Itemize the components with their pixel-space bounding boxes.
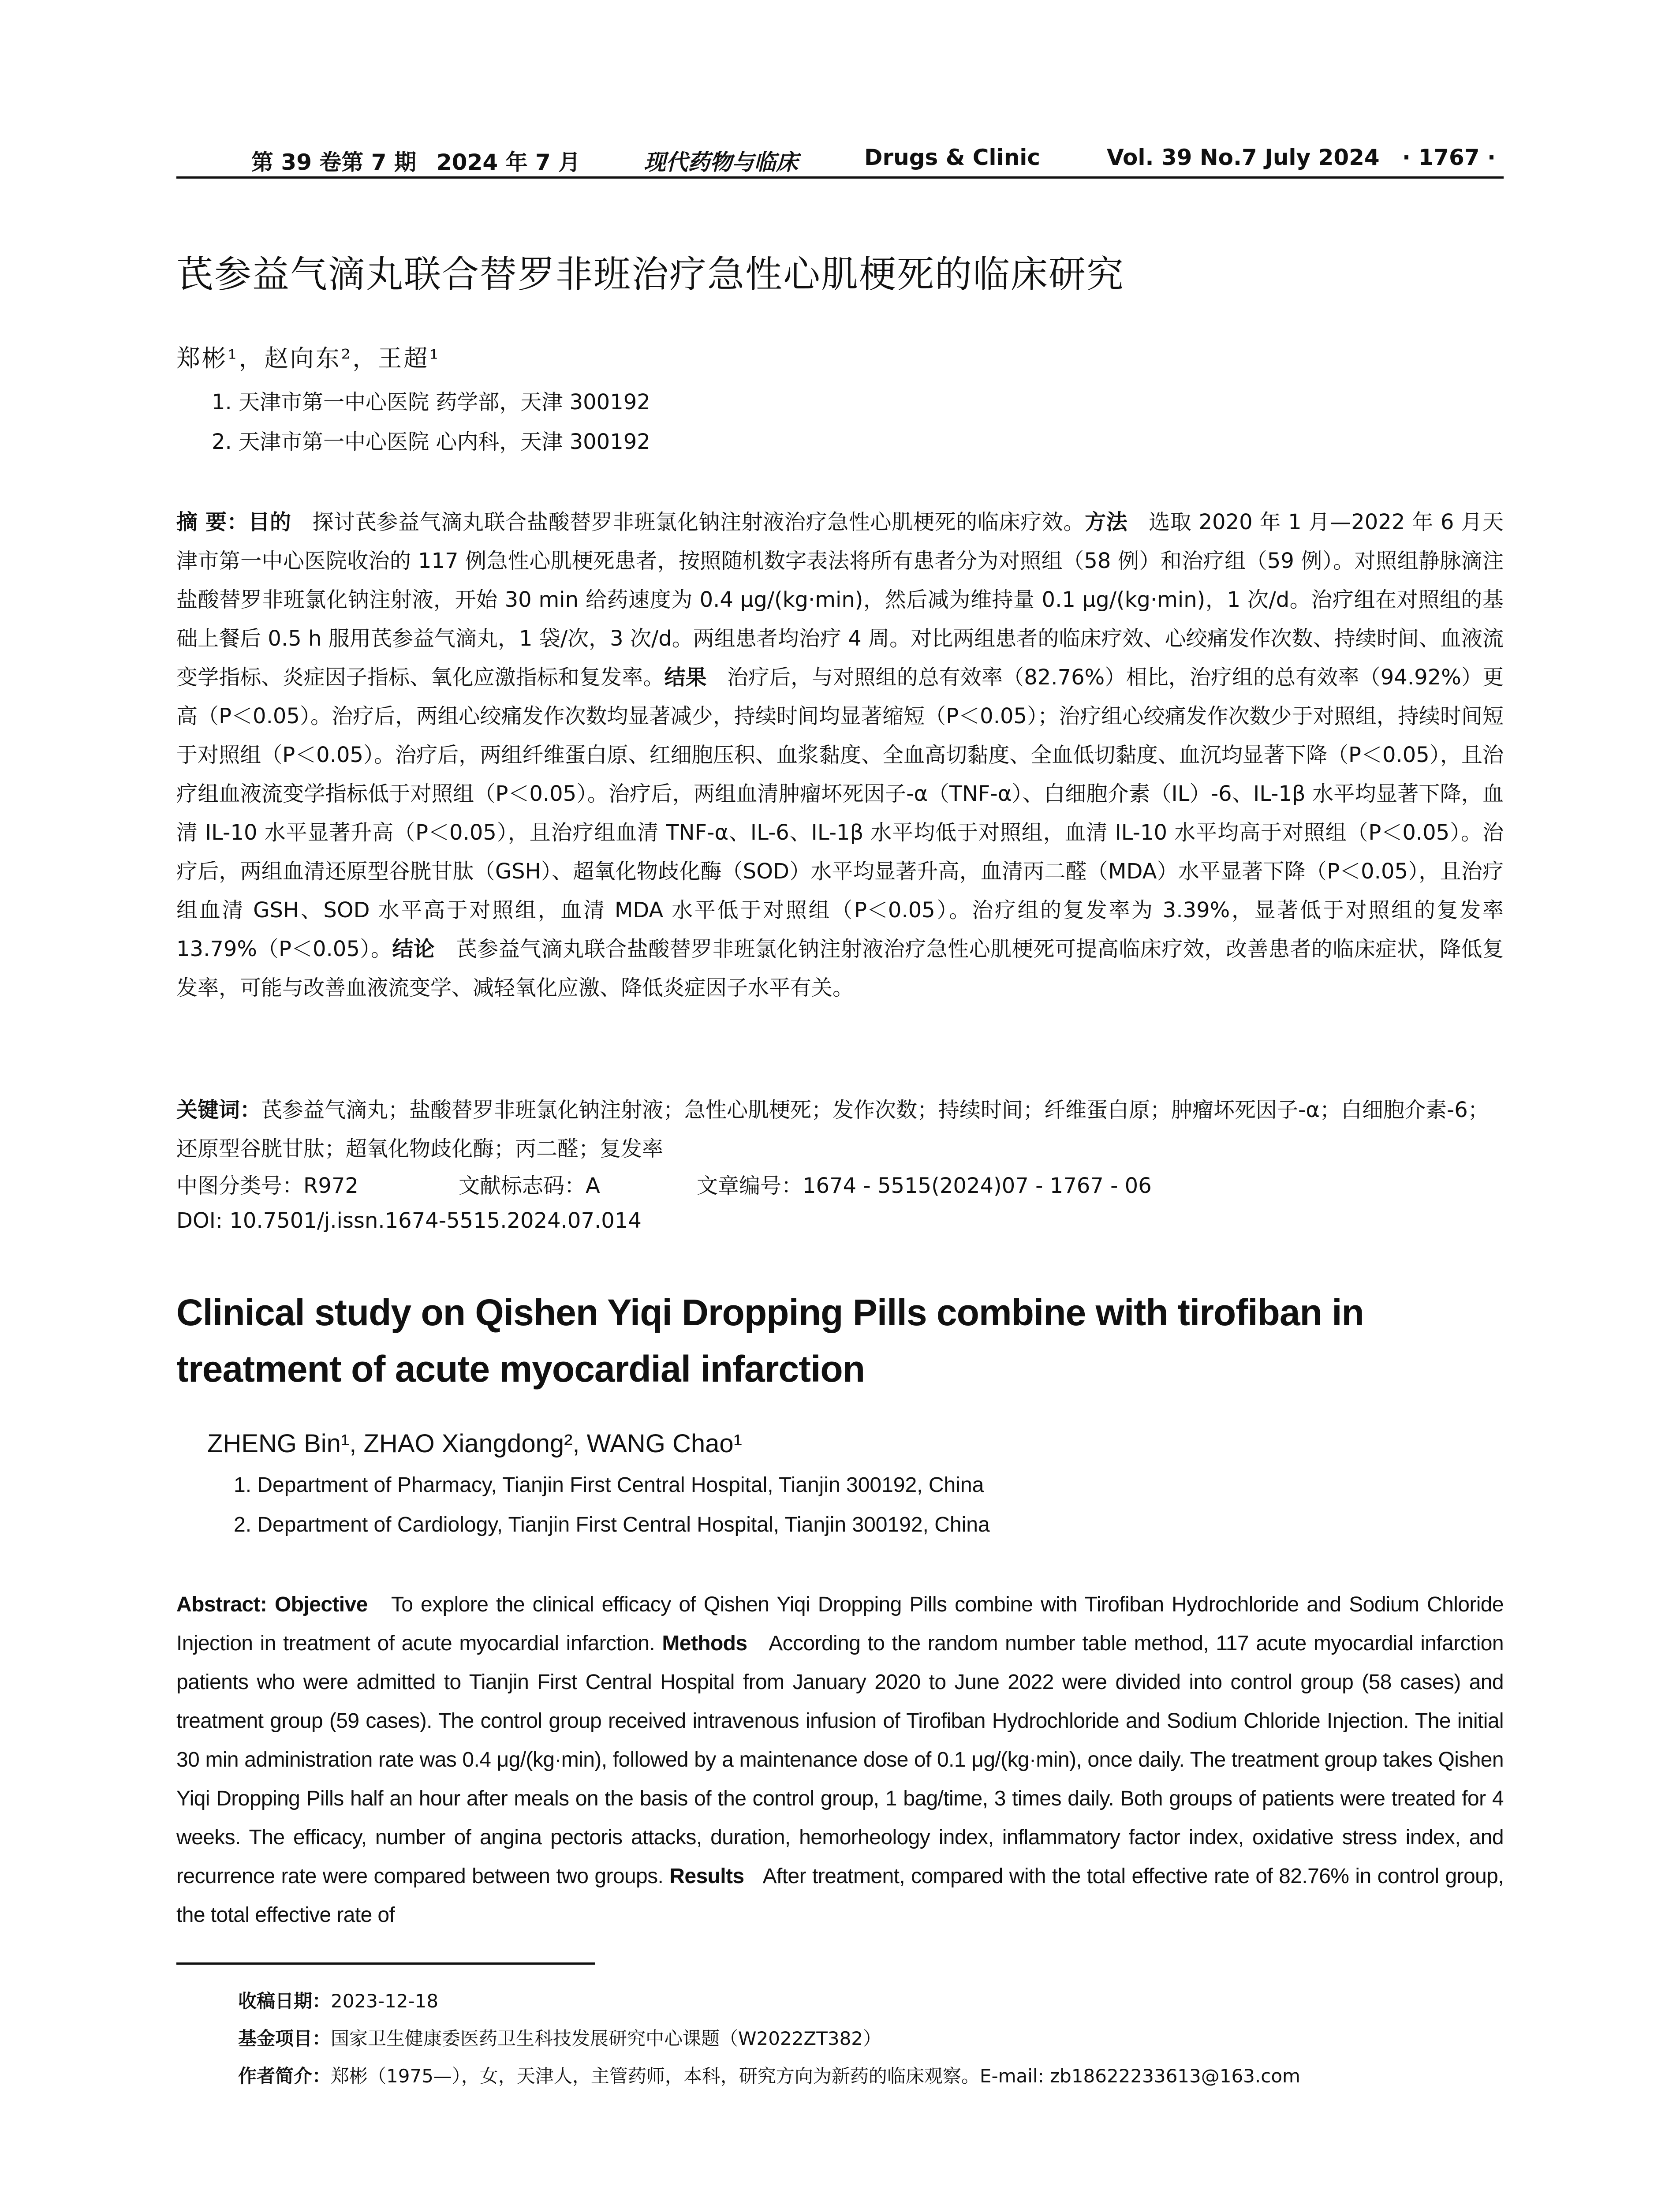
- methods-label-en: Methods: [662, 1632, 747, 1655]
- doi: DOI: 10.7501/j.issn.1674-5515.2024.07.014: [176, 1208, 642, 1233]
- footnote-fund: [238, 2020, 1504, 2057]
- methods-text-cn: 选取 2020 年 1 月—2022 年 6 月天津市第一中心医院收治的 117 例急性心肌梗死患者，按照随机数字表法将所有患者分为对照组（58 例）和治疗组（59 例）。对照组静脉滴注盐酸替罗非班氯化钠注射液，开始 30 min 给药速度为 0.4 μg/(kg·min)，然后减为维持量 0.1 μg/(kg·min)，1 次/d。治疗组在对照组的基础上餐后 0.5 h 服用芪参益气滴丸，1 袋/次，3 次/d。两组患者均治疗 4 周。对比两组患者的临床疗效、心绞痛发作次数、持续时间、血液流变学指标、炎症因子指标、氧化应激指标和复发率。: [176, 510, 1504, 690]
- authors-en: ZHENG Bin¹, ZHAO Xiangdong², WANG Chao¹: [207, 1429, 742, 1458]
- article-number: 文章编号：1674 - 5515(2024)07 - 1767 - 06: [697, 1174, 1152, 1198]
- methods-text-en: According to the random number table method, 117 acute myocardial infarction patients who were admitted to Tianjin First Central Hospital from January 2020 to June 2022 were divided into control group (58 cases) and treatment group (59 cases). The control group received intravenous infusion of Tirofiban Hydrochloride and Sodium Chloride Injection. The initial 30 min administration rate was 0.4 μg/(kg·min), followed by a maintenance dose of 0.1 μg/(kg·min), once daily. The treatment group takes Qishen Yiqi Dropping Pills half an hour after meals on the basis of the control group, 1 bag/time, 3 times daily. Both groups of patients were treated for 4 weeks. The efficacy, number of angina pectoris attacks, duration, hemorheology index, inflammatory factor index, oxidative stress index, and recurrence rate were compared between two groups.: [176, 1632, 1504, 1888]
- affiliation-en-1: 1. Department of Pharmacy, Tianjin First Central Hospital, Tianjin 300192, China: [234, 1473, 984, 1497]
- results-label-en: Results: [669, 1865, 744, 1888]
- affiliation-cn-2: 2. 天津市第一中心医院 心内科，天津 300192: [212, 430, 650, 454]
- clc-number: 中图分类号：R972: [176, 1174, 358, 1198]
- conclusion-text-cn: 芪参益气滴丸联合盐酸替罗非班氯化钠注射液治疗急性心肌梗死可提高临床疗效，改善患者的临床症状，降低复发率，可能与改善血液流变学、减轻氧化应激、降低炎症因子水平有关。: [176, 937, 1504, 1000]
- keywords-label-cn: 关键词：: [176, 1098, 261, 1122]
- fund-label: 基金项目：: [238, 2028, 331, 2049]
- keywords-cn: [176, 1091, 1504, 1168]
- results-label-cn: 结果: [664, 665, 707, 690]
- objective-label-en: Objective: [275, 1593, 368, 1616]
- header-volume-cn: 第 39 卷第 7 期: [251, 149, 416, 175]
- authors-cn: 郑彬¹，赵向东²，王超¹: [176, 344, 441, 372]
- affiliation-en-2: 2. Department of Cardiology, Tianjin First Central Hospital, Tianjin 300192, China: [234, 1513, 990, 1536]
- objective-text-en: To explore the clinical efficacy of Qishen Yiqi Dropping Pills combine with Tirofiban Hydrochloride and Sodium Chloride Injection in treatment of acute myocardial infarction.: [176, 1593, 1504, 1655]
- header-rule: [176, 176, 1504, 179]
- objective-text-cn: 探讨芪参益气滴丸联合盐酸替罗非班氯化钠注射液治疗急性心肌梗死的临床疗效。: [312, 510, 1085, 534]
- received-label: 收稿日期：: [238, 1990, 331, 2012]
- abstract-label-en: Abstract:: [176, 1593, 267, 1616]
- methods-label-cn: 方法: [1085, 510, 1128, 534]
- header-page-number: · 1767 ·: [1402, 145, 1496, 170]
- affiliation-cn-1: 1. 天津市第一中心医院 药学部，天津 300192: [212, 390, 650, 415]
- header-date-cn: 2024 年 7 月: [437, 149, 581, 175]
- footnote-author: [238, 2057, 1504, 2095]
- abstract-en: [176, 1585, 1504, 1935]
- objective-label-cn: 目的: [248, 510, 291, 534]
- footnotes: [238, 1982, 1504, 2095]
- header-volume-en: Vol. 39 No.7 July 2024: [1107, 145, 1380, 170]
- results-text-en: After treatment, compared with the total effective rate of 82.76% in control group, the total effective rate of: [176, 1865, 1504, 1927]
- abstract-cn: [176, 503, 1504, 1007]
- author-bio-label: 作者简介：: [238, 2065, 331, 2087]
- header-journal-en: Drugs & Clinic: [864, 145, 1041, 170]
- results-text-cn: 治疗后，与对照组的总有效率（82.76%）相比，治疗组的总有效率（94.92%）更高（P＜0.05）。治疗后，两组心绞痛发作次数均显著减少，持续时间均显著缩短（P＜0.05）；治疗组心绞痛发作次数少于对照组，持续时间短于对照组（P＜0.05）。治疗后，两组纤维蛋白原、红细胞压积、血浆黏度、全血高切黏度、全血低切黏度、血沉均显著下降（P＜0.05），且治疗组血液流变学指标低于对照组（P＜0.05）。治疗后，两组血清肿瘤坏死因子-α（TNF-α）、白细胞介素（IL）-6、IL-1β 水平均显著下降，血清 IL-10 水平显著升高（P＜0.05），且治疗组血清 TNF-α、IL-6、IL-1β 水平均低于对照组，血清 IL-10 水平均高于对照组（P＜0.05）。治疗后，两组血清还原型谷胱甘肽（GSH）、超氧化物歧化酶（SOD）水平均显著升高，血清丙二醛（MDA）水平显著下降（P＜0.05），且治疗组血清 GSH、SOD 水平高于对照组，血清 MDA 水平低于对照组（P＜0.05）。治疗组的复发率为 3.39%，显著低于对照组的复发率 13.79%（P＜0.05）。: [176, 665, 1504, 961]
- article-title-en: Clinical study on Qishen Yiqi Dropping Pills combine with tirofiban in treatment of acute myocardial infarction: [176, 1292, 1364, 1390]
- footnote-received: [238, 1982, 1504, 2020]
- fund-text: 国家卫生健康委医药卫生科技发展研究中心课题（W2022ZT382）: [331, 2028, 882, 2049]
- conclusion-label-cn: 结论: [392, 937, 435, 961]
- article-title-cn: 芪参益气滴丸联合替罗非班治疗急性心肌梗死的临床研究: [176, 253, 1125, 296]
- received-date: 2023-12-18: [331, 1990, 439, 2012]
- abstract-label-cn: 摘 要：: [176, 510, 249, 534]
- header-journal-cn: 现代药物与临床: [644, 149, 798, 175]
- footnote-rule: [176, 1962, 595, 1965]
- running-header: [176, 140, 1504, 180]
- keywords-text-cn: 芪参益气滴丸；盐酸替罗非班氯化钠注射液；急性心肌梗死；发作次数；持续时间；纤维蛋白原；肿瘤坏死因子-α；白细胞介素-6；还原型谷胱甘肽；超氧化物歧化酶；丙二醛；复发率: [176, 1098, 1489, 1161]
- author-bio-text: 郑彬（1975—），女，天津人，主管药师，本科，研究方向为新药的临床观察。E-mail: zb18622233613@163.com: [331, 2065, 1300, 2087]
- document-code: 文献标志码：A: [459, 1174, 600, 1198]
